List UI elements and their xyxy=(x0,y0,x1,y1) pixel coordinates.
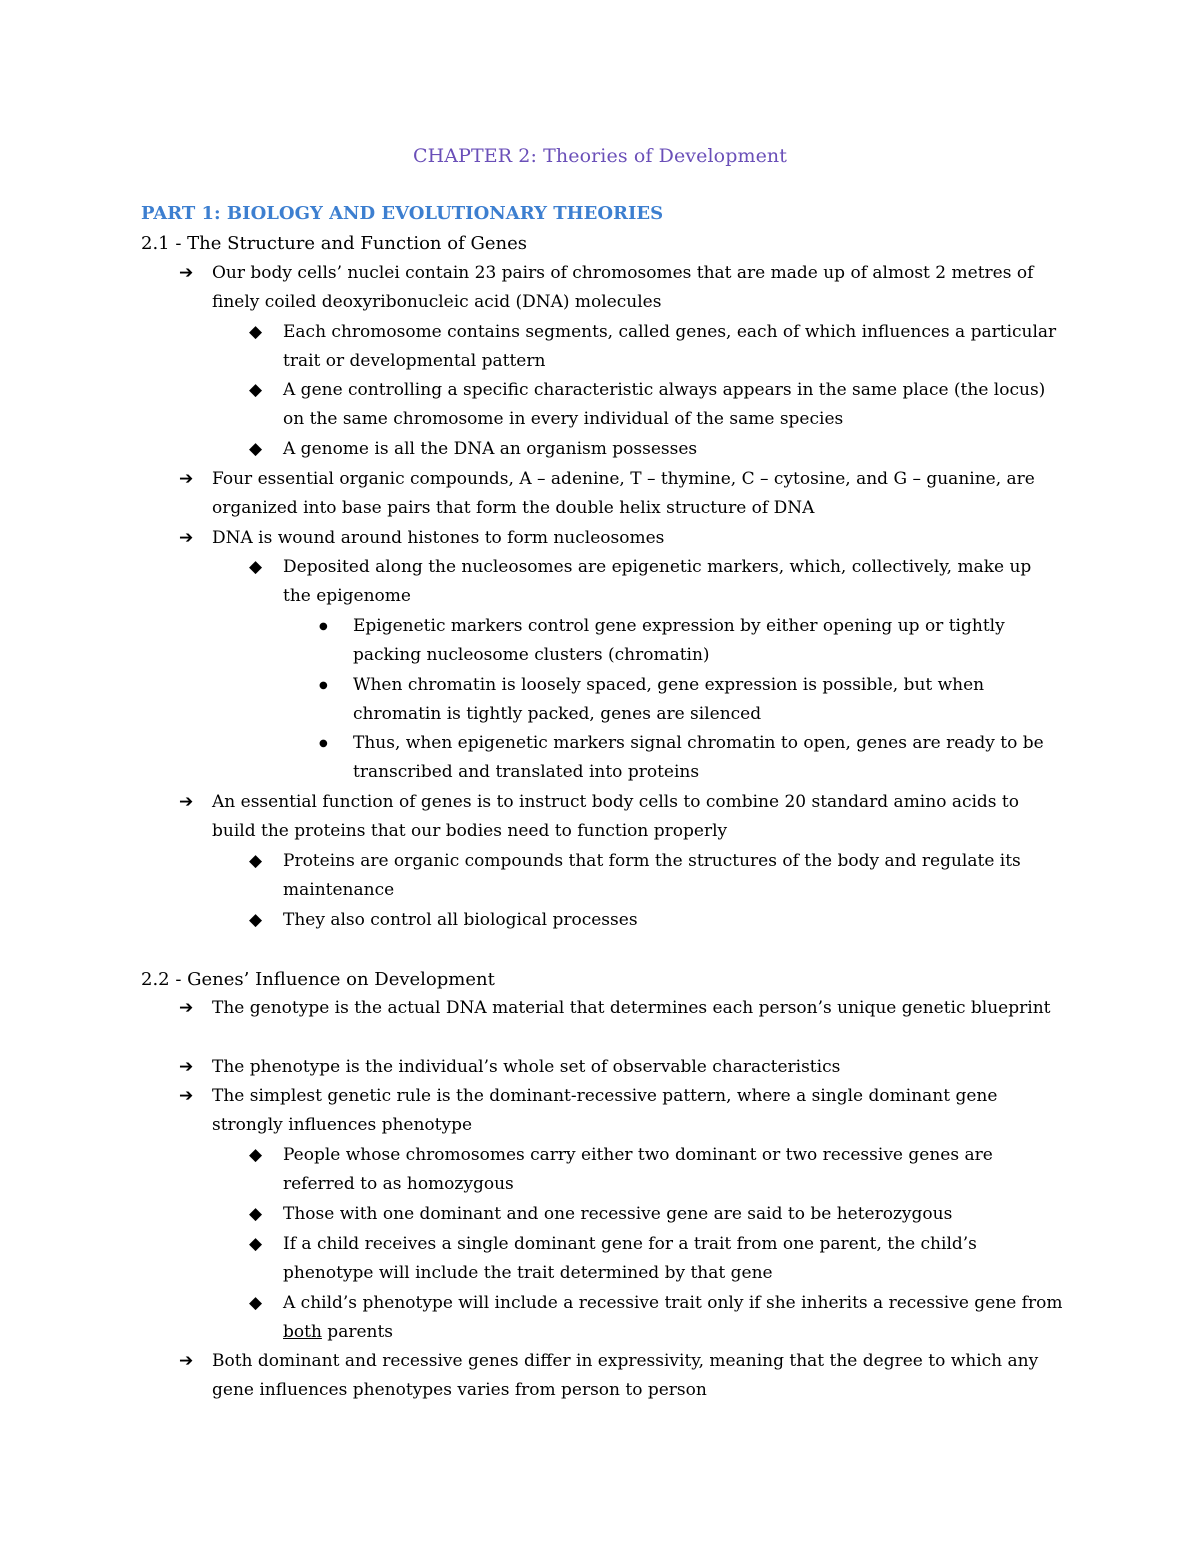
chapter-title: CHAPTER 2: Theories of Development xyxy=(413,145,787,167)
list-item-text: Both dominant and recessive genes differ in expressivity, meaning that the degree to which any gene influences phenotypes varies from person to person xyxy=(212,1351,1039,1401)
diamond-bullet-icon: ◆ xyxy=(249,439,263,459)
list-item-text: When chromatin is loosely spaced, gene expression is possible, but when chromatin is tightly packed, genes are silenced xyxy=(353,675,985,725)
list-item xyxy=(319,671,1063,730)
arrow-icon: ➔ xyxy=(179,1057,194,1077)
round-bullet-icon: ● xyxy=(319,621,328,632)
list-item-text-part: A child’s phenotype will include a recessive trait only if she inherits a recessive gene from xyxy=(283,1293,1063,1313)
diamond-bullet-icon: ◆ xyxy=(249,1234,263,1254)
list-item xyxy=(179,1053,1062,1082)
list-item xyxy=(319,729,1063,788)
list-item-text: Deposited along the nucleosomes are epigenetic markers, which, collectively, make up the epigenome xyxy=(283,557,1032,607)
list-item xyxy=(179,788,1062,847)
round-bullet-icon: ● xyxy=(319,680,328,691)
list-item xyxy=(249,435,1063,464)
list-item xyxy=(249,1230,1063,1289)
arrow-icon: ➔ xyxy=(179,1086,194,1106)
list-item-text: If a child receives a single dominant gene for a trait from one parent, the child’s phenotype will include the trait determined by that gene xyxy=(283,1234,977,1284)
diamond-bullet-icon: ◆ xyxy=(249,380,263,400)
list-item-text: Epigenetic markers control gene expression by either opening up or tightly packing nucleosome clusters (chromatin) xyxy=(353,616,1005,666)
list-item-text: Proteins are organic compounds that form the structures of the body and regulate its maintenance xyxy=(283,851,1021,901)
diamond-bullet-icon: ◆ xyxy=(249,1293,263,1313)
diamond-bullet-icon: ◆ xyxy=(249,910,263,930)
list-item xyxy=(179,465,1062,524)
arrow-icon: ➔ xyxy=(179,998,194,1018)
arrow-icon: ➔ xyxy=(179,528,194,548)
list-item-text: The simplest genetic rule is the dominant-recessive pattern, where a single dominant gene strongly influences phenotype xyxy=(212,1086,998,1136)
diamond-bullet-icon: ◆ xyxy=(249,322,263,342)
list-item-text: The phenotype is the individual’s whole set of observable characteristics xyxy=(212,1057,841,1077)
diamond-bullet-icon: ◆ xyxy=(249,1145,263,1165)
list-item xyxy=(179,524,1062,553)
underlined-emphasis: both xyxy=(283,1322,322,1343)
list-item-text: They also control all biological processes xyxy=(283,910,638,930)
list-item-text: A gene controlling a specific characteristic always appears in the same place (the locus) on the same chromosome in every individual of the same species xyxy=(283,380,1046,430)
diamond-bullet-icon: ◆ xyxy=(249,557,263,577)
list-item-text: People whose chromosomes carry either two dominant or two recessive genes are referred to as homozygous xyxy=(283,1145,993,1195)
list-item xyxy=(249,1141,1063,1200)
list-item xyxy=(249,553,1063,612)
round-bullet-icon: ● xyxy=(319,738,328,749)
list-item-text: Those with one dominant and one recessive gene are said to be heterozygous xyxy=(283,1204,953,1224)
list-item xyxy=(179,994,1062,1023)
list-item-text-part: parents xyxy=(321,1322,394,1343)
list-item xyxy=(179,259,1062,318)
list-item xyxy=(179,1347,1062,1406)
list-item-text: Thus, when epigenetic markers signal chromatin to open, genes are ready to be transcribed and translated into proteins xyxy=(353,733,1044,783)
diamond-bullet-icon: ◆ xyxy=(249,851,263,871)
list-item-text: Four essential organic compounds, A – adenine, T – thymine, C – cytosine, and G – guanine, are organized into base pairs that form the double helix structure of DNA xyxy=(212,469,1035,519)
list-item xyxy=(249,1289,1063,1348)
section-heading-2-2: 2.2 - Genes’ Influence on Development xyxy=(141,969,495,990)
section-heading-2-1: 2.1 - The Structure and Function of Genes xyxy=(141,233,527,254)
list-item xyxy=(249,1200,1063,1229)
diamond-bullet-icon: ◆ xyxy=(249,1204,263,1224)
list-item xyxy=(249,318,1063,377)
list-item xyxy=(249,847,1063,906)
list-item xyxy=(249,906,1063,935)
list-item xyxy=(249,376,1063,435)
arrow-icon: ➔ xyxy=(179,263,194,283)
list-item-text: DNA is wound around histones to form nucleosomes xyxy=(212,528,665,548)
arrow-icon: ➔ xyxy=(179,1351,194,1371)
list-item-text: Each chromosome contains segments, called genes, each of which influences a particular trait or developmental pattern xyxy=(283,322,1057,372)
list-item-text xyxy=(283,1289,1063,1348)
list-item-text: A genome is all the DNA an organism possesses xyxy=(283,439,698,459)
list-item xyxy=(319,612,1063,671)
list-item-text: An essential function of genes is to instruct body cells to combine 20 standard amino acids to build the proteins that our bodies need to function properly xyxy=(212,792,1020,842)
list-item xyxy=(179,1082,1062,1141)
arrow-icon: ➔ xyxy=(179,792,194,812)
list-item-text: Our body cells’ nuclei contain 23 pairs of chromosomes that are made up of almost 2 metres of finely coiled deoxyribonucleic acid (DNA) molecules xyxy=(212,263,1034,313)
part-heading: PART 1: BIOLOGY AND EVOLUTIONARY THEORIES xyxy=(141,203,664,224)
list-item-text: The genotype is the actual DNA material that determines each person’s unique genetic blueprint xyxy=(212,998,1051,1018)
arrow-icon: ➔ xyxy=(179,469,194,489)
